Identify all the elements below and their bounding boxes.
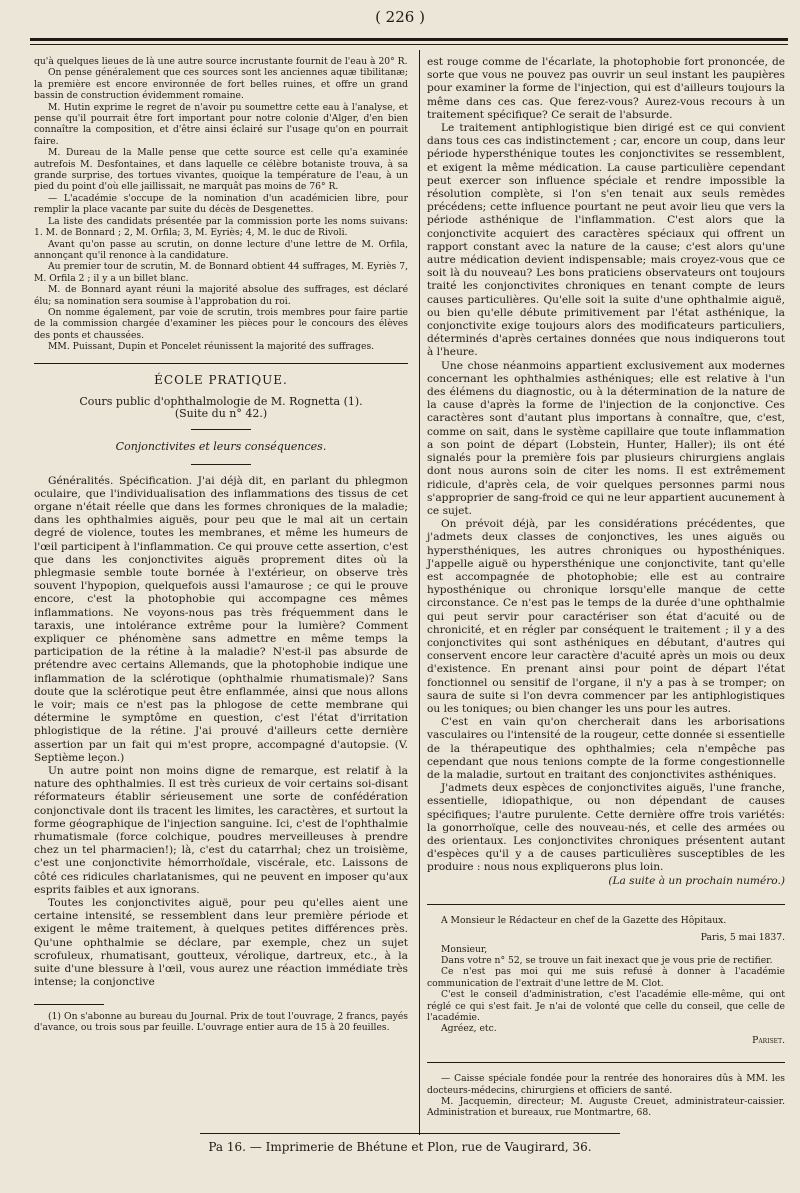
letter-date: Paris, 5 mai 1837. (700, 932, 785, 944)
top-rule (30, 38, 788, 41)
letter-salutation: Monsieur, (441, 943, 488, 955)
section-rule (427, 904, 785, 905)
paragraph: Un autre point non moins digne de remarque, est relatif à la nature des ophthalmies. Il est très curieux de voir certains soi-disant réformateurs établir sérieusement une sorte de confédération conjonctivale dont ils tracent les limites, les caractères, et surtout la forme géographique de l'injection sanguine. Ici, c'est de l'ophthalmie rhumatismale (force colchique, poudres merveilleuses à prendre chez un tel pharmacien!); là, c'est du catarrhal; chez un troisième, c'est une conjonctivite hémorrhoïdale, viscérale, etc. Laissons de côté ces ridicules charlatanismes, qui ne peuvent en imposer qu'aux esprits faibles et aux ignorans. (34, 765, 408, 896)
letter-closing: Agréez, etc. (441, 1023, 497, 1035)
paragraph: Dans votre n° 52, se trouve un fait inexact que je vous prie de rectifier. (441, 955, 773, 967)
column-divider (419, 50, 420, 1135)
footer-rule (200, 1133, 620, 1134)
paragraph: M. Dureau de la Malle pense que cette source est celle qu'a examinée autrefois M. Desfontaines, et dans laquelle ce célèbre botaniste trouva, à sa grande surprise, des tortues vivantes, quoique la température de l'eau, à un pied du point d'où elle jaillissait, ne marquât pas moins de 76° R. (34, 147, 408, 193)
paragraph: On pense généralement que ces sources sont les anciennes aquæ tibilitanæ; la première est encore environnée de fort belles ruines, et offre un grand bassin de construction évidemment romaine. (34, 67, 408, 102)
section-title: ÉCOLE PRATIQUE. (154, 372, 288, 387)
paragraph: C'est en vain qu'on chercherait dans les arborisations vasculaires ou l'intensité de la rougeur, cette donnée si essentielle de la thérapeutique des ophthalmies; cela n'empêche pas cependant que nous tenions compte de la forme congestionnelle de la maladie, surtout en traitant des conjonctivites asthéniques. (427, 716, 785, 781)
paragraph: Ce n'est pas moi qui me suis refusé à donner à l'académie communication de l'extrait d'une lettre de M. Clot. (427, 966, 785, 989)
top-rule-thin (30, 44, 788, 45)
suite-note: (Suite du n° 42.) (174, 406, 268, 420)
paragraph: On nomme également, par voie de scrutin, trois membres pour faire partie de la commission chargée d'examiner les pièces pour le concours des élèves des ponts et chaussées. (34, 306, 408, 341)
short-rule (191, 464, 251, 465)
paragraph: M. Jacquemin, directeur; M. Auguste Creuet, administrateur-caissier. Administration et bureaux, rue Montmartre, 68. (427, 1096, 785, 1119)
paragraph: La liste des candidats présentée par la commission porte les noms suivans: 1. M. de Bonnard ; 2, M. Orfila; 3, M. Eyriès; 4, M. le duc de Rivoli. (34, 215, 408, 239)
academy-report (34, 56, 408, 353)
paragraph: — L'académie s'occupe de la nomination d'un académicien libre, pour remplir la place vacante par suite du décès de Desgenettes. (34, 192, 408, 216)
notice (427, 1073, 785, 1119)
paragraph: MM. Puissant, Dupin et Poncelet réunissent la majorité des suffrages. (48, 341, 375, 353)
continued-note: (La suite à un prochain numéro.) (608, 874, 785, 887)
right-column (427, 56, 785, 1119)
footnote: (1) On s'abonne au bureau du Journal. Prix de tout l'ouvrage, 2 francs, payés d'avance, ou trois sous par feuille. L'ouvrage entier aura de 15 à 20 feuilles. (34, 1010, 408, 1033)
paragraph: Une chose néanmoins appartient exclusivement aux modernes concernant les ophthalmies asthéniques; elle est relative à l'un des élémens du diagnostic, ou à la détermination de la nature de la cause d'après la forme de l'injection de la conjonctive. Ces caractères sont d'autant plus importans à connaître, que, c'est, comme on sait, dans le système capillaire que toute inflammation a son point de départ (Lobstein, Hunter, Haller); ils ont été signalés pour la première fois par plusieurs chirurgiens anglais dont nous aurons soin de citer les noms. Il est extrêmement ridicule, d'après cela, de voir quelques personnes parmi nous s'approprier de sang-froid ce qui ne leur appartient aucunement à ce sujet. (427, 359, 785, 517)
section-rule (427, 1062, 785, 1063)
paragraph: Toutes les conjonctivites aiguë, pour peu qu'elles aient une certaine intensité, se ressemblent dans leur première période et exigent le même traitement, à quelques petites différences près. Qu'une ophthalmie se déclare, par exemple, chez un sujet scrofuleux, rhumatisant, goutteux, vérolique, dartreux, etc., à la suite d'une blessure à l'œil, vous aurez une réaction immédiate très intense; la conjonctive (34, 897, 408, 989)
printer-imprint: Pa 16. — Imprimerie de Bhétune et Plon, rue de Vaugirard, 36. (208, 1140, 592, 1154)
paragraph: M. Hutin exprime le regret de n'avoir pu soumettre cette eau à l'analyse, et pense qu'il pourrait être fort important pour notre colonie d'Alger, d'en bien connaître la composition, et d'être ainsi éclairé sur l'usage qu'on en pourrait faire. (34, 101, 408, 147)
paragraph: qu'à quelques lieues de là une autre source incrustante fournit de l'eau à 20° R. (34, 56, 408, 67)
paragraph: Au premier tour de scrutin, M. de Bonnard obtient 44 suffrages, M. Eyriès 7, M. Orfila 2 ; il y a un billet blanc. (34, 261, 408, 284)
paragraph: J'admets deux espèces de conjonctivites aiguës, l'une franche, essentielle, idiopathique, ou non dépendant de causes spécifiques; l'autre purulente. Cette dernière offre trois variétés: la gonorrhoïque, celle des nouveau-nés, et celle des armées ou des orientaux. Les conjonctivites chroniques présentent autant d'espèces qu'il y a de causes particulières susceptibles de les produire : nous nous expliquerons plus loin. (427, 782, 785, 874)
paragraph: C'est le conseil d'administration, c'est l'académie elle-même, qui ont réglé ce qui s'est fait. Je n'ai de volonté que celle du conseil, que celle de l'académie. (427, 989, 785, 1024)
section-rule (34, 363, 408, 364)
course-title: Cours public d'ophthalmologie de M. Rognetta (1). (79, 394, 363, 408)
letter-addressee: A Monsieur le Rédacteur en chef de la Gazette des Hôpitaux. (441, 914, 727, 926)
paragraph: Avant qu'on passe au scrutin, on donne lecture d'une lettre de M. Orfila, annonçant qu'il renonce à la candidature. (34, 238, 408, 261)
article-subtitle: Conjonctivites et leurs conséquences. (115, 440, 327, 454)
letter-signature: Pariset. (752, 1034, 785, 1046)
letter (427, 915, 785, 1046)
paragraph: On prévoit déjà, par les considérations précédentes, que j'admets deux classes de conjonctives, les unes aiguës ou hypersthéniques, les autres chroniques ou hyposthéniques. J'appelle aiguë ou hypersthénique une conjonctivite, tant qu'elle est accompagnée de photophobie; elle est au contraire hyposthénique ou chronique lorsqu'elle manque de cette circonstance. Ce n'est pas le temps de la durée d'une ophthalmie qui peut servir pour caractériser son état d'acuité ou de chronicité, et en régler par conséquent le traitement ; il y a des conjonctivites qui sont asthéniques en débutant, d'autres qui conservent encore leur caractère d'acuité après un mois ou deux d'existence. En prenant ainsi pour point de départ l'état fonctionnel ou sensitif de l'organe, il n'y a pas à se tromper; on saura de suite si l'on devra commencer par les antiphlogistiques ou les toniques; ou bien changer les uns pour les autres. (427, 518, 785, 715)
page-number: ( 226 ) (375, 8, 425, 26)
paragraph: Le traitement antiphlogistique bien dirigé est ce qui convient dans tous ces cas indistinctement ; car, encore un coup, dans leur période hypersthénique toutes les conjonctivites se ressemblent, et exigent la même médication. La cause particulière cependant peut exercer son influence spéciale et rendre impossible la résolution complète, si l'on s'en tenait aux seuls remèdes précédens; cette influence pourtant ne peut avoir lieu que vers la période asthénique de l'inflammation. C'est alors que la conjonctivite acquiert des caractères spéciaux qui offrent un rapport constant avec la nature de la cause; c'est alors qu'une autre médication devient indispensable; mais croyez-vous que ce soit là du nouveau? Les bons praticiens observateurs ont toujours traité les conjonctivites chroniques en tenant compte de leurs causes particulières. Qu'elle soit la suite d'une ophthalmie aiguë, ou bien qu'elle débute primitivement par l'état asthénique, la conjonctivite exige toujours alors des modificateurs particuliers, déterminés d'après certaines données que nous indiquerons tout à l'heure. (427, 122, 785, 359)
paragraph: Généralités. Spécification. J'ai déjà dit, en parlant du phlegmon oculaire, que l'individualisation des inflammations des tissus de cet organe n'était réelle que dans les formes chroniques de la maladie; dans les ophthalmies aiguës, pour peu que le mal ait un certain degré de violence, toutes les membranes, et même les humeurs de l'œil participent à l'inflammation. Ce qui prouve cette assertion, c'est que dans les conjonctivites aiguës proprement dites où la phlegmasie semble toute bornée à l'extérieur, on observe très souvent l'hypopion, quelquefois aussi l'amaurose ; ce qui le prouve encore, c'est la photophobie qui accompagne ces mêmes inflammations. Ne voyons-nous pas très fréquemment dans le taraxis, une intolérance extrême pour la lumière? Comment expliquer ce phénomène sans admettre en même temps la participation de la rétine à la maladie? N'est-il pas absurde de prétendre avec certains Allemands, que la photophobie indique une inflammation de la sclérotique (ophthalmie rhumatismale)? Sans doute que la sclérotique peut être enflammée, ainsi que nous allons le voir; mais ce n'est pas la phlogose de cette membrane qui détermine le symptôme en question, c'est l'état d'irritation phlogistique de la rétine. J'ai prouvé d'ailleurs cette dernière assertion par un fait qui m'est propre, accompagné d'autopsie. (V. Septième leçon.) (34, 474, 408, 764)
footnote-rule (34, 1004, 104, 1005)
short-rule (191, 429, 251, 430)
paragraph: M. de Bonnard ayant réuni la majorité absolue des suffrages, est déclaré élu; sa nomination sera soumise à l'approbation du roi. (34, 284, 408, 307)
paragraph: est rouge comme de l'écarlate, la photophobie fort prononcée, de sorte que vous ne pouvez pas ouvrir un seul instant les paupières pour examiner la forme de l'injection, qui est d'ailleurs toujours la même dans ces cas. Que ferez-vous? Aurez-vous recours à un traitement spécifique? Ce serait de l'absurde. (427, 56, 785, 121)
paragraph: — Caisse spéciale fondée pour la rentrée des honoraires dûs à MM. les docteurs-médecins, chirurgiens et officiers de santé. (427, 1073, 785, 1096)
left-column (34, 56, 408, 1033)
